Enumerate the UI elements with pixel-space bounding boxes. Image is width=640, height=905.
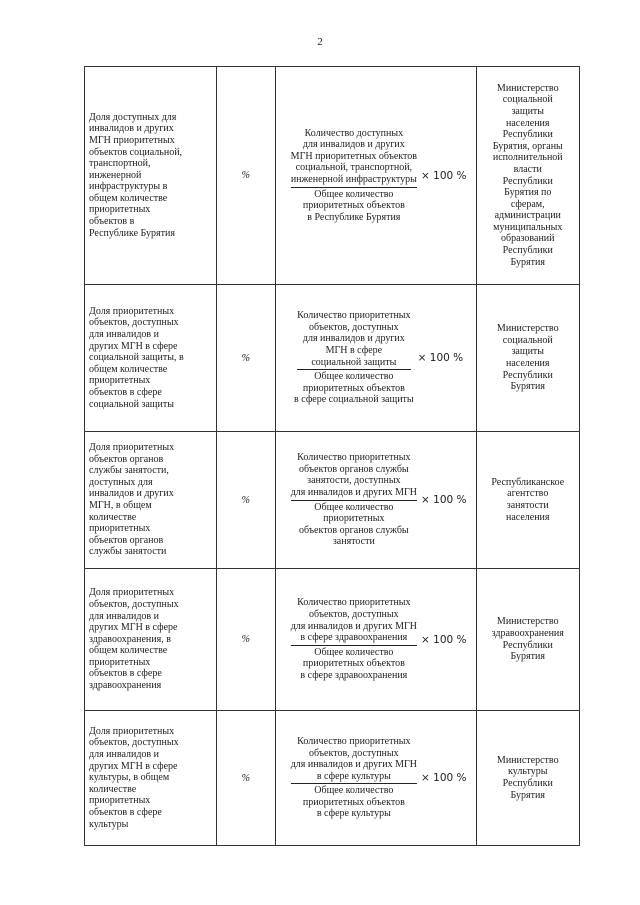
- text-line: Количество приоритетных: [297, 735, 411, 747]
- text-line: объектов в сфере: [89, 668, 162, 680]
- text-line: для инвалидов и: [89, 749, 159, 761]
- text-line: объектов в сфере: [89, 806, 162, 818]
- unit-cell: %: [216, 569, 275, 711]
- table-row: [85, 67, 580, 285]
- text-line: объектов, доступных: [309, 747, 399, 759]
- text-line: приоритетных объектов: [302, 382, 405, 394]
- formula-numerator: [291, 597, 417, 645]
- text-line: Республики: [502, 778, 553, 789]
- text-line: социальной: [502, 334, 553, 346]
- text-line: защиты: [511, 105, 545, 117]
- table-row: [85, 285, 580, 432]
- text-line: Бурятия: [510, 651, 545, 663]
- formula-denominator: [300, 646, 407, 682]
- formula-denominator: [299, 501, 409, 548]
- text-line: других МГН в сфере: [89, 340, 178, 352]
- text-line: администрации: [494, 210, 561, 222]
- text-line: Бурятия: [510, 381, 545, 393]
- formula-cell: [275, 67, 476, 285]
- text-line: в сфере культуры: [316, 808, 391, 820]
- text-line: объектов органов службы: [299, 463, 409, 475]
- text-line: здравоохранения, в: [89, 633, 171, 645]
- text-line: Республики: [502, 369, 553, 381]
- text-line: Общее количество: [314, 785, 394, 797]
- text-line: количестве: [89, 511, 137, 523]
- text-line: приоритетных: [323, 513, 385, 525]
- text-line: приоритетных объектов: [302, 796, 405, 808]
- text-line: МГН в сфере: [325, 344, 383, 356]
- text-line: объектов, доступных: [89, 737, 179, 749]
- formula: [276, 736, 476, 820]
- formula-cell: [275, 432, 476, 569]
- text-line: социальной защиты, в: [89, 352, 184, 364]
- text-line: Республике Бурятия: [89, 227, 175, 239]
- text-line: Министерство: [496, 82, 559, 94]
- text-line: Министерство: [496, 754, 559, 766]
- text-line: других МГН в сфере: [89, 760, 178, 772]
- text-line: населения: [505, 511, 550, 523]
- text-line: других МГН в сфере: [89, 622, 178, 634]
- table-row: [85, 711, 580, 846]
- text-line: для инвалидов и: [89, 610, 159, 622]
- text-line: социальной защиты: [311, 356, 397, 368]
- text-line: муниципальных: [493, 221, 563, 233]
- formula-cell: [275, 569, 476, 711]
- text-line: для инвалидов и других: [302, 333, 405, 345]
- text-line: Общее количество: [314, 371, 394, 383]
- responsible-cell: [476, 711, 579, 846]
- text-line: сферам,: [510, 198, 545, 210]
- formula-multiplier: × 100 %: [417, 352, 464, 364]
- text-line: Бурятия: [510, 789, 545, 801]
- formula-denominator: [303, 784, 405, 820]
- text-line: общем количестве: [89, 192, 168, 204]
- text-line: в сфере здравоохранения: [300, 632, 408, 644]
- text-line: Общее количество: [314, 501, 394, 513]
- text-line: для инвалидов и других МГН: [290, 759, 417, 771]
- formula: [276, 452, 476, 548]
- formula: [276, 310, 476, 406]
- text-line: приоритетных: [89, 656, 151, 668]
- text-line: инвалидов и других: [89, 123, 174, 135]
- text-line: МГН, в общем: [89, 500, 152, 511]
- text-line: в сфере социальной защиты: [294, 394, 414, 406]
- indicator-name-cell: [85, 711, 217, 846]
- text-line: приоритетных: [89, 375, 151, 387]
- text-line: Бурятия: [510, 256, 545, 268]
- text-line: для инвалидов и других: [302, 139, 405, 151]
- fraction: [291, 597, 417, 681]
- text-line: Республики: [502, 175, 553, 187]
- indicator-name-cell: [85, 569, 217, 711]
- text-line: Бурятия по: [504, 187, 552, 199]
- text-line: защиты: [511, 346, 545, 358]
- text-line: Министерство: [496, 323, 559, 335]
- text-line: здравоохранения: [491, 627, 564, 639]
- indicator-name-cell: [85, 67, 217, 285]
- text-line: количестве: [89, 783, 137, 795]
- responsible-cell: [476, 432, 579, 569]
- text-line: приоритетных объектов: [302, 200, 405, 212]
- text-line: приоритетных: [89, 795, 151, 807]
- text-line: общем количестве: [89, 645, 168, 657]
- text-line: Количество приоритетных: [297, 310, 411, 322]
- formula-multiplier: × 100 %: [421, 772, 467, 784]
- text-line: культуры, в общем: [89, 772, 170, 784]
- text-line: объектов, доступных: [89, 598, 179, 610]
- text-line: Количество приоритетных: [297, 597, 411, 609]
- text-line: агентство: [507, 488, 549, 500]
- formula-multiplier: × 100 %: [421, 169, 467, 182]
- text-line: службы занятости,: [89, 465, 169, 477]
- text-line: объектов органов: [89, 453, 164, 465]
- text-line: приоритетных: [89, 523, 151, 535]
- text-line: транспортной,: [89, 158, 151, 170]
- formula-cell: [275, 285, 476, 432]
- formula-multiplier: × 100 %: [421, 633, 467, 646]
- text-line: для инвалидов и других МГН: [290, 486, 417, 498]
- responsible-cell: [476, 569, 579, 711]
- text-line: исполнительной: [492, 152, 563, 164]
- fraction: [294, 310, 414, 406]
- text-line: населения: [505, 358, 550, 369]
- fraction: [291, 128, 417, 224]
- text-line: здравоохранения: [89, 680, 162, 692]
- text-line: объектов, доступных: [309, 609, 399, 621]
- text-line: доступных для: [89, 476, 153, 488]
- text-line: объектов органов службы: [299, 524, 409, 536]
- text-line: социальной, транспортной,: [295, 162, 413, 174]
- text-line: для инвалидов и: [89, 329, 159, 341]
- text-line: в сфере здравоохранения: [300, 669, 408, 681]
- formula-numerator: [297, 310, 410, 370]
- text-line: занятости: [506, 500, 549, 511]
- formula-denominator: [294, 370, 414, 406]
- text-line: населения: [505, 117, 550, 129]
- text-line: объектов органов: [89, 534, 164, 546]
- text-line: объектов в: [89, 216, 135, 228]
- text-line: службы занятости: [89, 546, 167, 558]
- text-line: объектов, доступных: [309, 321, 399, 333]
- text-line: власти: [513, 163, 542, 175]
- text-line: объектов в сфере: [89, 386, 162, 398]
- text-line: Доля приоритетных: [89, 442, 175, 454]
- text-line: Доля приоритетных: [89, 305, 175, 317]
- indicator-name-cell: [85, 432, 217, 569]
- responsible-cell: [476, 67, 579, 285]
- unit-cell: %: [216, 285, 275, 432]
- formula-multiplier: × 100 %: [421, 494, 467, 506]
- text-line: Доля доступных для: [89, 111, 177, 123]
- unit-cell: %: [216, 711, 275, 846]
- formula: [276, 597, 476, 681]
- text-line: культуры: [89, 818, 129, 830]
- text-line: Количество приоритетных: [297, 452, 411, 464]
- text-line: МГН приоритетных объектов: [290, 150, 418, 162]
- text-line: социальной: [502, 94, 553, 106]
- formula-numerator: [291, 736, 417, 784]
- text-line: Общее количество: [314, 188, 394, 200]
- text-line: образований: [501, 233, 555, 245]
- fraction: [291, 736, 417, 820]
- text-line: Доля приоритетных: [89, 725, 175, 737]
- text-line: в сфере культуры: [316, 770, 391, 782]
- indicators-table: [84, 66, 580, 846]
- page-number: 2: [317, 36, 323, 48]
- text-line: инвалидов и других: [89, 488, 174, 500]
- unit-cell: %: [216, 67, 275, 285]
- text-line: Республики: [502, 639, 553, 651]
- text-line: инфраструктуры в: [89, 181, 168, 193]
- text-line: Доля приоритетных: [89, 587, 175, 599]
- text-line: приоритетных: [89, 204, 151, 216]
- formula: [276, 128, 476, 224]
- table-row: [85, 569, 580, 711]
- text-line: для инвалидов и других МГН: [290, 620, 417, 632]
- unit-cell: %: [216, 432, 275, 569]
- responsible-cell: [476, 285, 579, 432]
- text-line: Бурятия, органы: [492, 140, 563, 152]
- text-line: инженерной: [89, 169, 142, 181]
- text-line: Общее количество: [314, 646, 394, 658]
- text-line: приоритетных объектов: [302, 658, 405, 670]
- text-line: объектов социальной,: [89, 146, 183, 158]
- text-line: занятости, доступных: [307, 475, 401, 487]
- text-line: Республики: [502, 245, 553, 257]
- text-line: МГН приоритетных: [89, 134, 175, 146]
- formula-numerator: [291, 128, 417, 188]
- text-line: в Республике Бурятия: [307, 211, 401, 223]
- text-line: Количество доступных: [304, 127, 404, 139]
- text-line: занятости: [332, 536, 375, 548]
- text-line: социальной защиты: [89, 398, 174, 410]
- formula-cell: [275, 711, 476, 846]
- formula-denominator: [303, 188, 405, 224]
- fraction: [291, 452, 417, 548]
- text-line: Республики: [502, 129, 553, 141]
- table-row: [85, 432, 580, 569]
- text-line: культуры: [508, 766, 548, 778]
- text-line: общем количестве: [89, 363, 168, 375]
- text-line: Республиканское: [491, 476, 565, 488]
- text-line: инженерной инфраструктуры: [290, 174, 417, 185]
- formula-numerator: [291, 452, 417, 500]
- text-line: Министерство: [496, 616, 559, 628]
- text-line: объектов, доступных: [89, 317, 179, 329]
- indicator-name-cell: [85, 285, 217, 432]
